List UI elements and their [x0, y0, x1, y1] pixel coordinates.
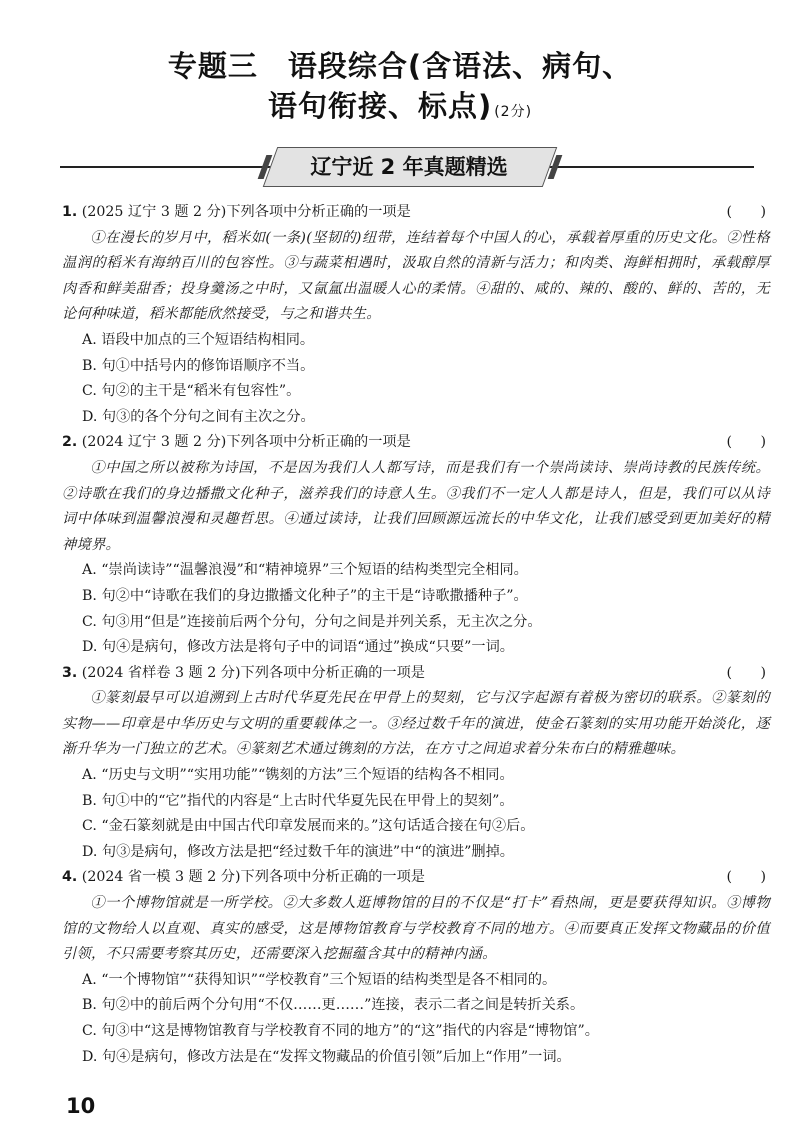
- answer-blank[interactable]: ( ): [726, 434, 766, 451]
- option-b[interactable]: B. 句②中的前后两个分句用“不仅……更……”连接，表示二者之间是转折关系。: [82, 997, 585, 1014]
- question-passage: ①在漫长的岁月中，稻米如(一条)(坚韧的)纽带，连结着每个中国人的心，承载着厚重的历史文化。②性格温润的稻米有海纳百川的包容性。③与蔬菜相遇时，汲取自然的清新与活力；和肉类、海鲜相拥时，承载醇厚肉香和鲜美甜香；投身羹汤之中时，又氤氲出温暖人心的柔情。④甜的、咸的、辣的、酸的、鲜的、苦的，无论何种味道，稻米都能欣然接受，与之和谐共生。: [62, 229, 770, 323]
- question-passage: ①篆刻最早可以追溯到上古时代华夏先民在甲骨上的契刻，它与汉字起源有着极为密切的联系。②篆刻的实物——印章是中华历史与文明的重要载体之一。③经过数千年的演进，使金石篆刻的实用功能开始淡化，逐渐升华为一门独立的艺术。④篆刻艺术通过镌刻的方法，在方寸之间追求着分朱布白的精雅趣味。: [62, 690, 770, 758]
- answer-blank[interactable]: ( ): [726, 664, 766, 681]
- option-c[interactable]: C. 句②的主干是“稻米有包容性”。: [82, 383, 301, 400]
- question-header: [62, 200, 770, 226]
- question-list: [62, 200, 770, 1070]
- option-a[interactable]: A. 语段中加点的三个短语结构相同。: [82, 331, 315, 348]
- option-b[interactable]: B. 句①中括号内的修饰语顺序不当。: [82, 357, 315, 374]
- option-d[interactable]: D. 句④是病句，修改方法是将句子中的词语“通过”换成“只要”一词。: [82, 639, 514, 656]
- option-b[interactable]: B. 句②中“诗歌在我们的身边撒播文化种子”的主干是“诗歌撒播种子”。: [82, 587, 528, 604]
- question-header: [62, 430, 770, 456]
- question-stem: 下列各项中分析正确的一项是: [240, 664, 425, 681]
- option-d[interactable]: D. 句④是病句，修改方法是在“发挥文物藏品的价值引领”后加上“作用”一词。: [82, 1048, 571, 1065]
- option-a[interactable]: A. “一个博物馆”“获得知识”“学校教育”三个短语的结构类型是各不相同的。: [82, 971, 557, 988]
- question-2: [62, 430, 770, 660]
- question-source: (2024 省样卷 3 题 2 分): [81, 664, 241, 681]
- option-c[interactable]: C. 句③中“这是博物馆教育与学校教育不同的地方”的“这”指代的内容是“博物馆”。: [82, 1023, 599, 1039]
- option-c[interactable]: C. 句③用“但是”连接前后两个分句，分句之间是并列关系，无主次之分。: [82, 613, 542, 630]
- page-title-line2-text: 语句衔接、标点): [267, 89, 493, 123]
- question-3: [62, 661, 770, 866]
- answer-blank[interactable]: ( ): [726, 869, 766, 886]
- option-d[interactable]: D. 句③是病句，修改方法是把“经过数千年的演进”中“的演进”删掉。: [82, 843, 514, 860]
- page-number: 10: [66, 1094, 96, 1118]
- option-b[interactable]: B. 句①中的“它”指代的内容是“上古时代华夏先民在甲骨上的契刻”。: [82, 792, 514, 809]
- question-source: (2024 省一模 3 题 2 分): [81, 869, 241, 886]
- page-title-line1: 专题三 语段综合(含语法、病句、: [167, 49, 633, 83]
- question-source: (2024 辽宁 3 题 2 分): [81, 434, 227, 451]
- question-number: 2.: [62, 434, 78, 451]
- question-number: 4.: [62, 869, 78, 886]
- option-c[interactable]: C. “金石篆刻就是由中国古代印章发展而来的。”这句话适合接在句②后。: [82, 818, 535, 835]
- question-stem: 下列各项中分析正确的一项是: [226, 204, 411, 220]
- points-label: (2分): [494, 104, 533, 120]
- question-header: [62, 661, 770, 687]
- question-passage: ①一个博物馆就是一所学校。②大多数人逛博物馆的目的不仅是“打卡”看热闹，更是要获得知识。③博物馆的文物给人以直观、真实的感受，这是博物馆教育与学校教育不同的地方。④而要真正发挥文物藏品的价值引领，不只需要考察其历史，还需要深入挖掘蕴含其中的精神内涵。: [62, 895, 770, 963]
- question-1: [62, 200, 770, 430]
- question-number: 3.: [62, 664, 78, 681]
- question-passage: ①中国之所以被称为诗国，不是因为我们人人都写诗，而是我们有一个崇尚读诗、崇尚诗教的民族传统。②诗歌在我们的身边播撒文化种子，滋养我们的诗意人生。③我们不一定人人都是诗人，但是，我们可以从诗词中体味到温馨浪漫和灵趣哲思。④通过读诗，让我们回顾源远流长的中华文化，让我们感受到更加美好的精神境界。: [62, 459, 770, 553]
- question-source: (2025 辽宁 3 题 2 分): [81, 204, 227, 220]
- question-number: 1.: [62, 204, 78, 220]
- question-stem: 下列各项中分析正确的一项是: [240, 869, 425, 886]
- page-title-line2: [0, 84, 800, 125]
- question-header: [62, 865, 770, 891]
- option-a[interactable]: A. “崇尚读诗”“温馨浪漫”和“精神境界”三个短语的结构类型完全相同。: [82, 562, 528, 579]
- question-stem: 下列各项中分析正确的一项是: [226, 434, 411, 451]
- option-a[interactable]: A. “历史与文明”“实用功能”“镌刻的方法”三个短语的结构各不相同。: [82, 767, 514, 784]
- question-4: [62, 865, 770, 1070]
- option-d[interactable]: D. 句③的各个分句之间有主次之分。: [82, 408, 315, 425]
- section-banner-title: 辽宁近 2 年真题精选: [310, 155, 508, 179]
- answer-blank[interactable]: ( ): [726, 204, 766, 220]
